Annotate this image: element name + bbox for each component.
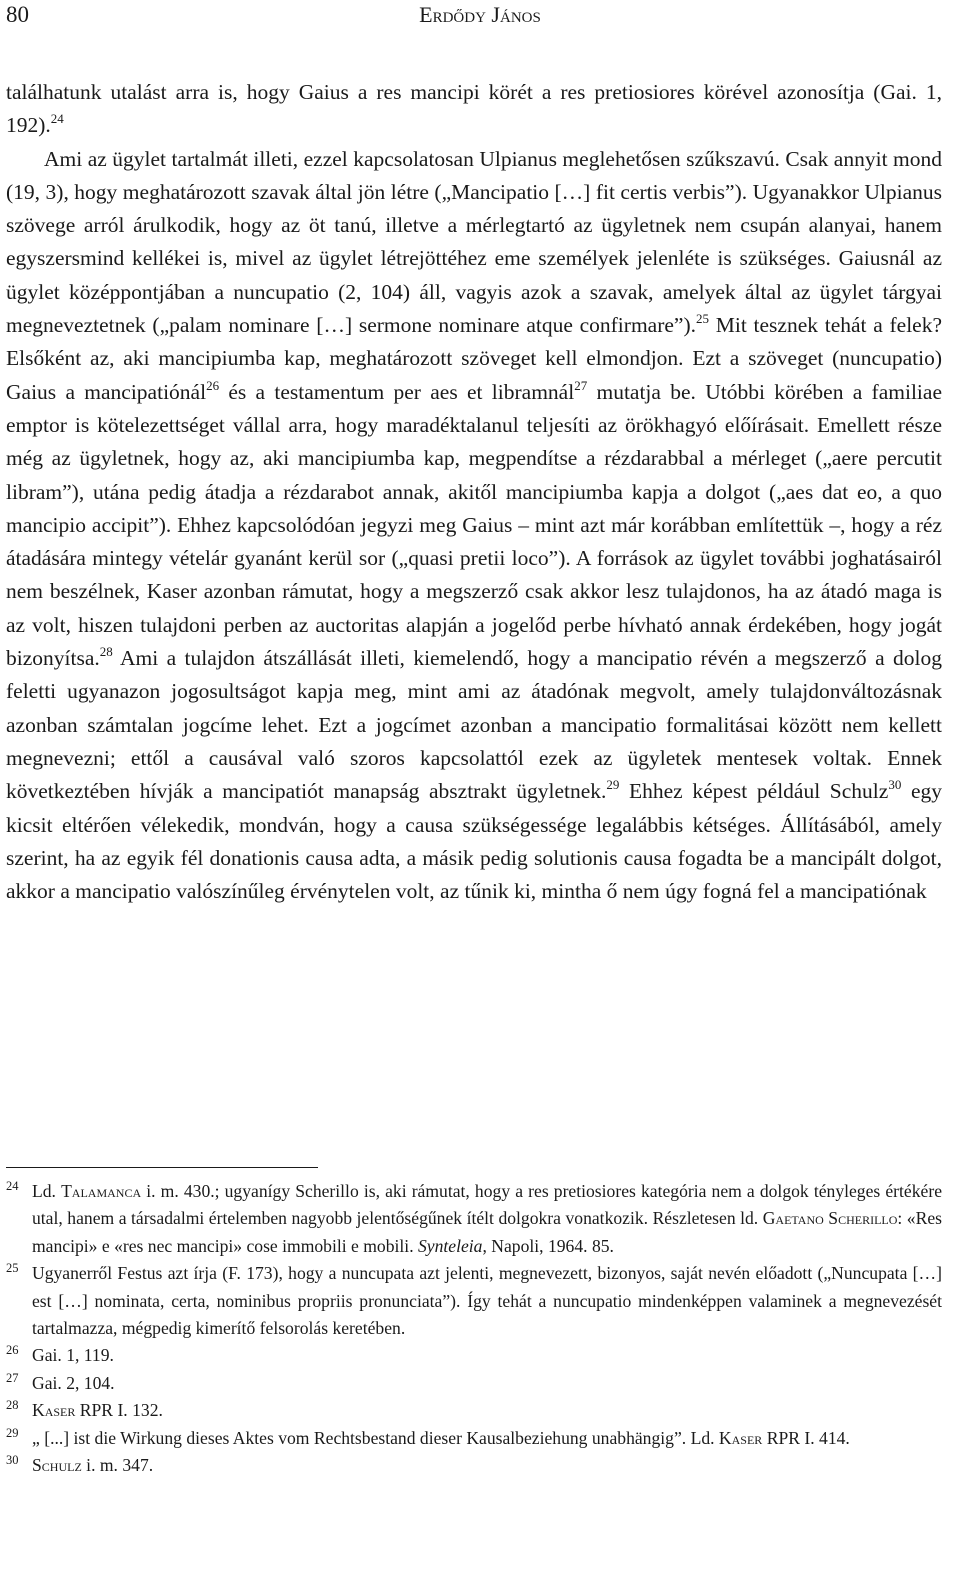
footnote-ref-24[interactable]: 24 <box>50 111 64 127</box>
footnote-25 <box>6 1260 942 1342</box>
footnote-text: , Napoli, 1964. 85. <box>482 1235 614 1256</box>
footnote-number: 25 <box>6 1261 19 1276</box>
footnote-30 <box>6 1452 942 1479</box>
author-name: Talamanca <box>61 1181 142 1201</box>
footnote-29 <box>6 1425 942 1452</box>
paragraph-2-text-c: és a testamentum per aes et libramnál <box>219 379 575 404</box>
author-name: Schulz <box>32 1455 82 1476</box>
author-name: Kaser <box>32 1400 76 1421</box>
footnote-27 <box>6 1370 942 1397</box>
footnote-ref-27[interactable]: 27 <box>574 377 588 393</box>
footnote-text: Gai. 2, 104. <box>32 1372 115 1393</box>
footnote-text: Ugyanerről Festus azt írja (F. 173), hogy a nuncupata azt jelenti, megnevezett, bizonyos, saját nevén előadott („Nuncupata […] est […] nominata, certa, nominibus propriis pronunciata”). Így tehát a nuncupatio mindenképpen valaminek a megnevezését tartalmazza, mégpedig kimerítő felsorolás keretében. <box>32 1263 942 1339</box>
footnote-ref-29[interactable]: 29 <box>606 777 620 793</box>
footnote-24 <box>6 1178 942 1260</box>
body-text <box>6 76 942 908</box>
footnote-number: 24 <box>6 1179 19 1193</box>
footnote-ref-30[interactable]: 30 <box>888 777 902 793</box>
footnote-number: 29 <box>6 1425 19 1440</box>
footnote-text: „ [...] ist die Wirkung dieses Aktes vom Rechtsbestand dieser Kausalbeziehung unabhängig”. Ld. <box>32 1427 719 1448</box>
footnote-text: i. m. 430.; ugyanígy Scherillo is, aki rámutat, hogy a res pretiosiores kategória nem a dolgok tényleges értékére utal, hanem a társadalmi értelemben nagyobb jelentőségűnek ítélt dolgokra vonatkozik. Részletesen ld. <box>32 1181 943 1229</box>
footnote-number: 26 <box>6 1343 19 1358</box>
paragraph-2-text-f: Ehhez képest például Schulz <box>619 779 889 804</box>
footnote-ref-28[interactable]: 28 <box>99 644 113 660</box>
paragraph-1-text: találhatunk utalást arra is, hogy Gaius a res mancipi körét a res pretiosiores körével azonosítja (Gai. 1, 192). <box>6 80 942 138</box>
paragraph-1 <box>6 76 942 143</box>
footnote-text: : «Res mancipi» e «res nec mancipi» cose immobili e mobili. <box>32 1208 942 1256</box>
footnote-ref-26[interactable]: 26 <box>206 377 220 393</box>
footnote-text: RPR I. 414. <box>762 1427 850 1448</box>
paragraph-2-text-b: Mit tesznek tehát a felek? Elsőként az, aki mancipiumba kap, meghatározott szöveget kell elmondjon. Ezt a szöveget (nuncupatio) Gaius a mancipatiónál <box>6 313 943 404</box>
page-number: 80 <box>6 2 29 27</box>
paragraph-2-text-g: egy kicsit eltérően vélekedik, mondván, hogy a causa szükségessége legalábbis kétséges. Állításából, amely szerint, ha az egyik fél donationis causa adta, a másik pedig solutionis causa fogadta be a mancipált dolgot, akkor a mancipatio valószínűleg érvénytelen volt, az tűnik ki, mintha ő nem úgy fogná fel a mancipatiónak <box>6 779 942 904</box>
footnote-text: RPR I. 132. <box>75 1400 163 1421</box>
footnote-separator <box>6 1167 318 1168</box>
footnote-26 <box>6 1342 942 1369</box>
footnote-text: Ld. <box>32 1181 62 1201</box>
footnote-number: 27 <box>6 1370 19 1385</box>
author-name: Kaser <box>718 1427 763 1448</box>
footnote-text: i. m. 347. <box>81 1455 154 1476</box>
footnote-text: Gai. 1, 119. <box>32 1345 114 1366</box>
running-head: Erdődy János <box>419 2 541 27</box>
footnote-number: 28 <box>6 1398 19 1413</box>
footnote-number: 30 <box>6 1453 19 1468</box>
author-name: Gaetano Scherillo <box>762 1208 898 1229</box>
footnote-ref-25[interactable]: 25 <box>696 311 709 327</box>
work-title: Synteleia <box>418 1235 483 1256</box>
paragraph-2-text-e: Ami a tulajdon átszállását illeti, kiemelendő, hogy a mancipatio révén a megszerző a dolog feletti ugyanazon jogosultságot kapja meg, mint ami az átadónak megvolt, amely tulajdonváltozásnak azonban számtalan jogcíme lehet. Ezt a jogcímet azonban a mancipatio formalitásai között nem kellett megnevezni; ettől a causával való szoros kapcsolattól ezek az ügyletek mentesek voltak. Ennek következtében hívják a mancipatiót manapság absztrakt ügyletnek. <box>6 646 942 804</box>
footnote-28 <box>6 1397 942 1424</box>
paragraph-2 <box>6 143 942 909</box>
paragraph-2-text-a: Ami az ügylet tartalmát illeti, ezzel kapcsolatosan Ulpianus meglehetősen szűkszavú. Csak annyit mond (19, 3), hogy meghatározott szavak által jön létre („Mancipatio […] fit certis verbis”). Ugyanakkor Ulpianus szövege arról árulkodik, hogy az öt tanú, illetve a mérlegtartó az ügyletnek nem csupán alanyai, hanem egyszersmind kellékei is, mivel az ügylet létrejöttéhez eme személyek jelenléte is szükséges. Gaiusnál az ügylet középpontjában a nuncupatio (2, 104) áll, vagyis azok a szavak, amelyek által az ügylet tárgyai megneveztetnek („palam nominare […] sermone nominare atque confirmare”). <box>6 146 942 338</box>
paragraph-2-text-d: mutatja be. Utóbbi körében a familiae emptor is kötelezettséget vállal arra, hogy maradéktalanul teljesíti az örökhagyó előírásait. Emellett része még az ügyletnek, hogy az, aki mancipiumba kap, megpendítse a rézdarabbal a mérleget („aere percutit libram”), utána pedig átadja a rézdarabot annak, akitől mancipiumba kapja a dolgot („aes dat eo, a quo mancipio accipit”). Ehhez kapcsolódóan jegyzi meg Gaius – mint azt már korábban említettük –, hogy a réz átadására mintegy vételár gyanánt kerül sor („quasi pretii loco”). A források az ügylet további joghatásairól nem beszélnek, Kaser azonban rámutat, hogy a megszerző csak akkor lesz tulajdonos, ha az átadó maga is az volt, hiszen tulajdoni perben az auctoritas alapján a jogelőd perbe hívható annak érdekében, hogy jogát bizonyítsa. <box>6 379 942 671</box>
footnotes <box>6 1178 942 1479</box>
